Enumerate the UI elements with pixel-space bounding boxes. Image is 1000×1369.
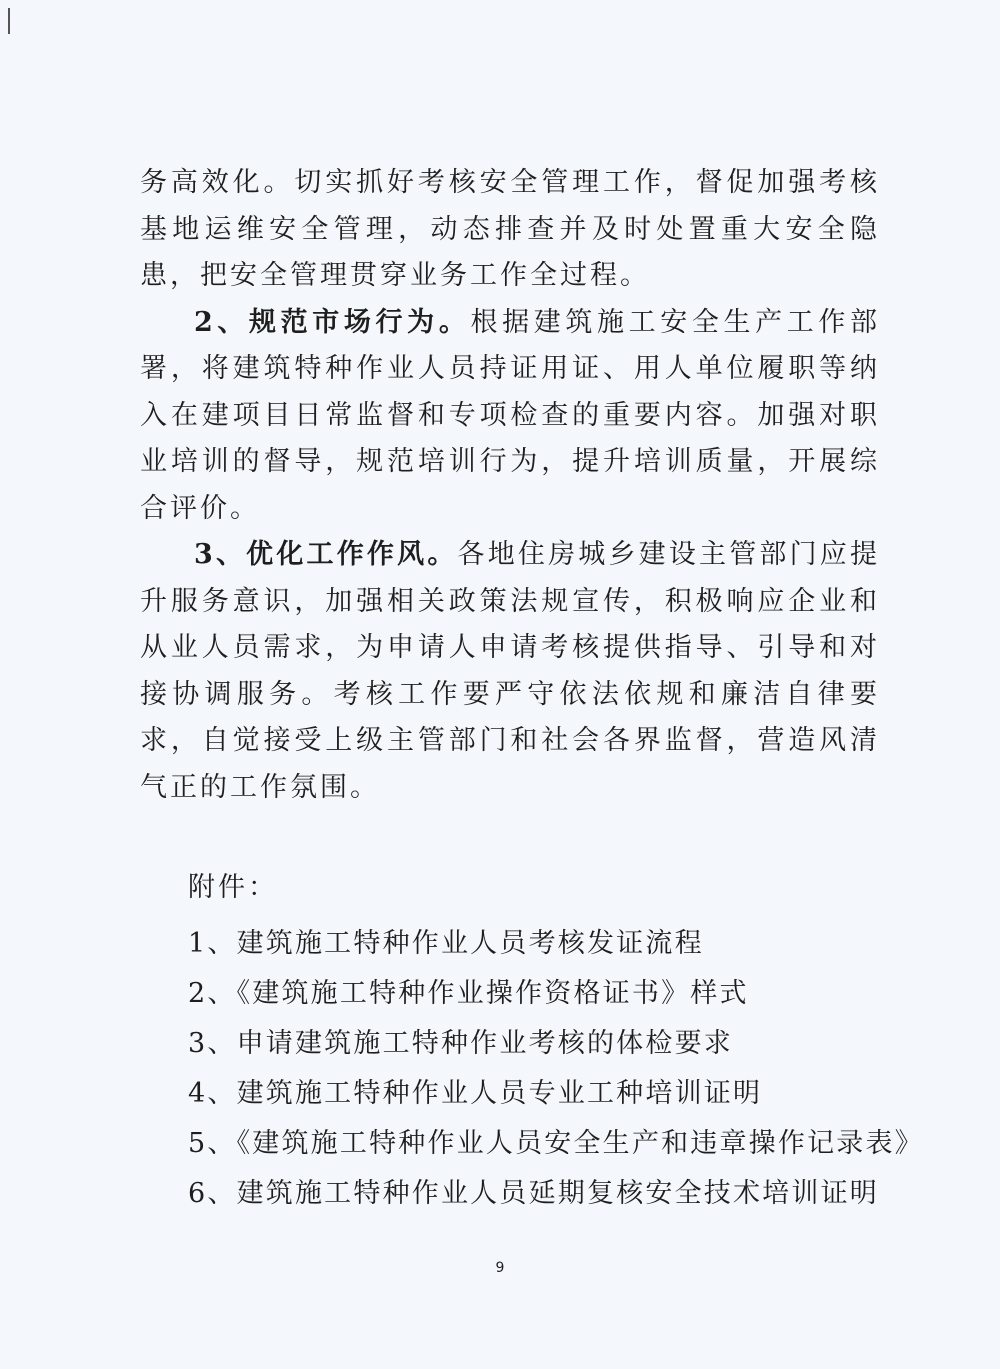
attachment-item-5: 5、《建筑施工特种作业人员安全生产和违章操作记录表》 xyxy=(188,1128,924,1159)
scan-edge-mark xyxy=(8,8,10,34)
attachment-item-3: 3、申请建筑施工特种作业考核的体检要求 xyxy=(188,1028,733,1059)
attachment-item-2: 2、《建筑施工特种作业操作资格证书》样式 xyxy=(188,978,749,1009)
paragraph-continuation xyxy=(140,160,880,300)
paragraph-text: 各地住房城乡建设主管部门应提升服务意识，加强相关政策法规宣传，积极响应企业和从业人员需求，为申请人申请考核提供指导、引导和对接协调服务。考核工作要严守依法依规和廉洁自律要求，自觉接受上级主管部门和社会各界监督，营造风清气正的工作氛围。 xyxy=(140,539,880,803)
section-spacer xyxy=(140,811,880,863)
paragraph-market-behavior xyxy=(140,300,880,533)
attachments-list xyxy=(140,919,924,1219)
attachment-item-4: 4、建筑施工特种作业人员专业工种培训证明 xyxy=(188,1078,763,1109)
page-number: 9 xyxy=(495,1260,505,1276)
attachment-item-6: 6、建筑施工特种作业人员延期复核安全技术培训证明 xyxy=(188,1178,879,1209)
paragraph-text: 务高效化。切实抓好考核安全管理工作，督促加强考核基地运维安全管理，动态排查并及时处置重大安全隐患，把安全管理贯穿业务工作全过程。 xyxy=(140,167,880,291)
paragraph-text: 根据建筑施工安全生产工作部署，将建筑特种作业人员持证用证、用人单位履职等纳入在建项目日常监督和专项检查的重要内容。加强对职业培训的督导，规范培训行为，提升培训质量，开展综合评价。 xyxy=(140,306,880,524)
paragraph-work-style xyxy=(140,532,880,811)
attachments-title: 附件： xyxy=(188,872,278,903)
attachments-section xyxy=(140,863,924,1219)
attachment-item-1: 1、建筑施工特种作业人员考核发证流程 xyxy=(188,928,704,959)
document-body xyxy=(140,160,924,1219)
paragraph-heading: 2、规范市场行为。 xyxy=(194,306,471,338)
paragraph-heading: 3、优化工作作风。 xyxy=(194,539,458,570)
